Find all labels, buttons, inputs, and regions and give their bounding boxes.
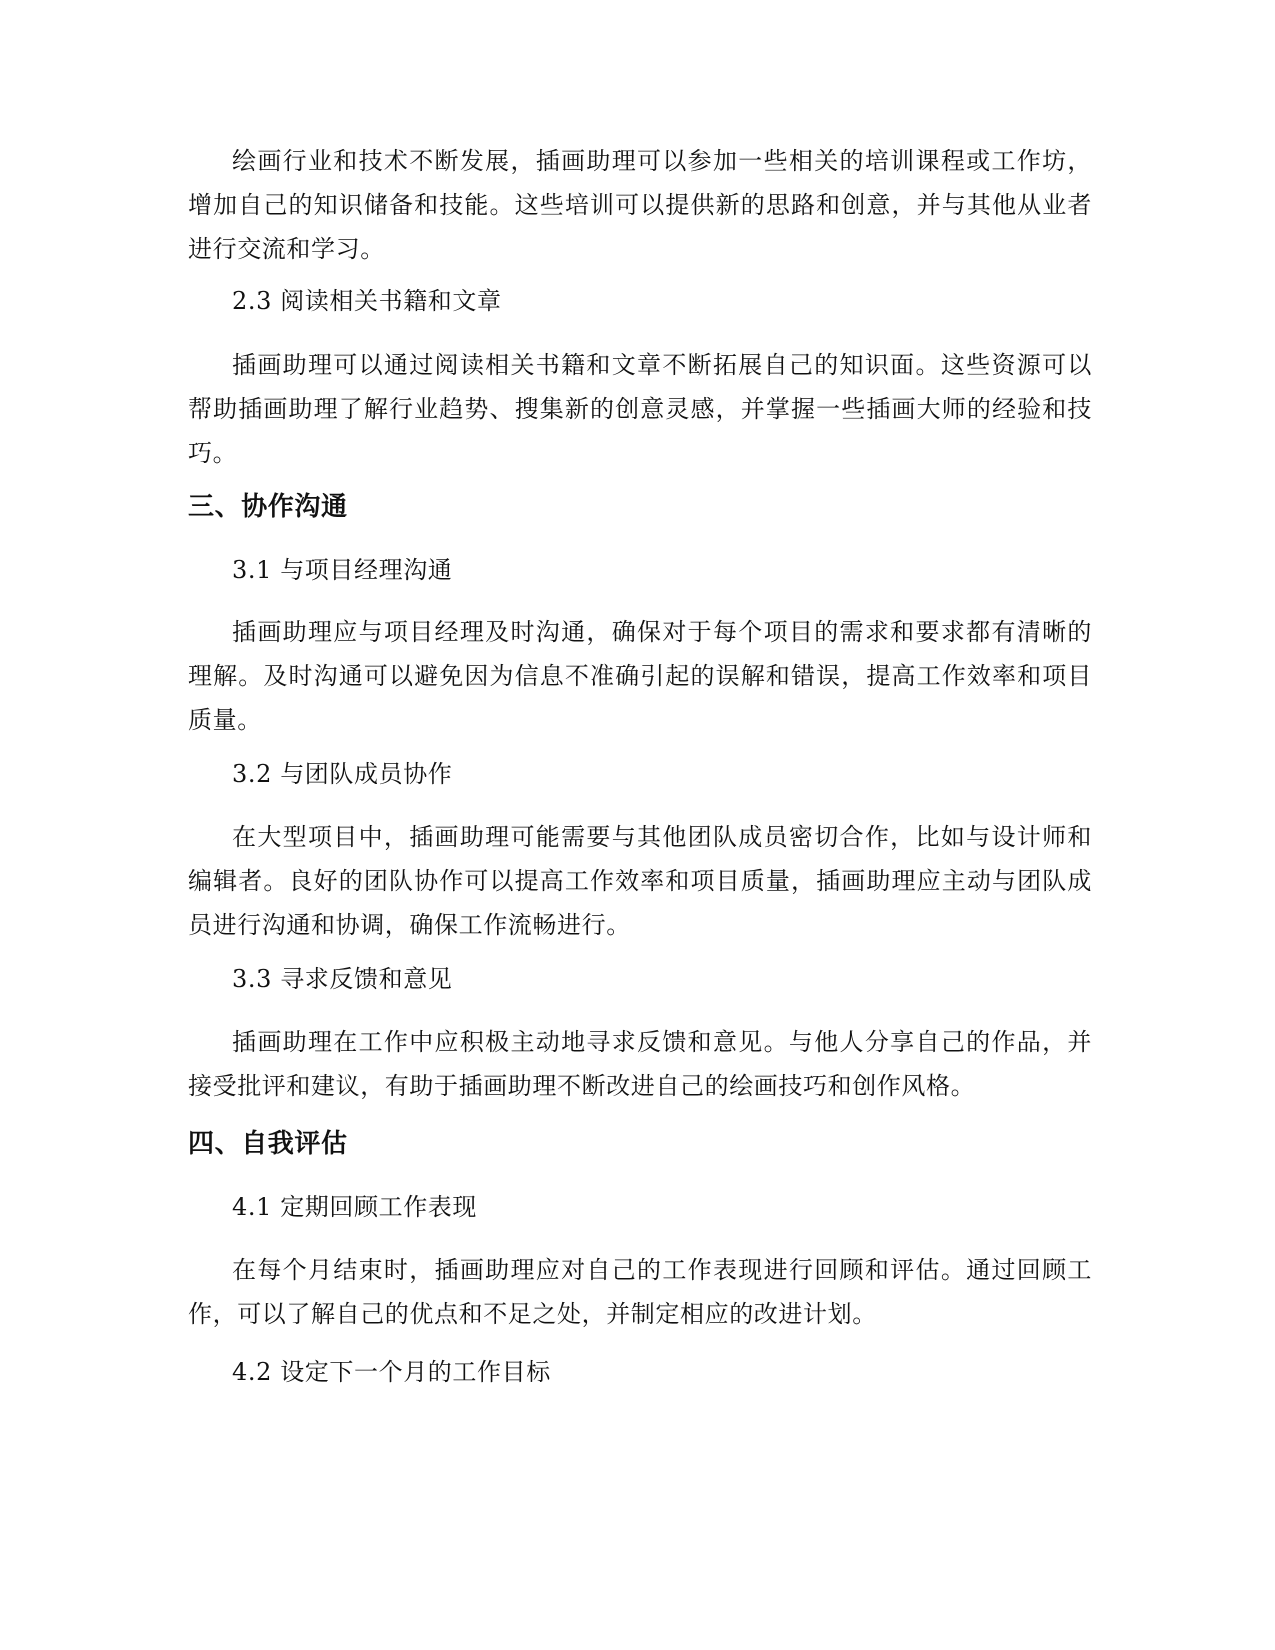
paragraph-reading: 插画助理可以通过阅读相关书籍和文章不断拓展自己的知识面。这些资源可以帮助插画助理了解行业趋势、搜集新的创意灵感，并掌握一些插画大师的经验和技巧。 [188,351,1092,467]
paragraph-project-manager: 插画助理应与项目经理及时沟通，确保对于每个项目的需求和要求都有清晰的理解。及时沟通可以避免因为信息不准确引起的误解和错误，提高工作效率和项目质量。 [188,618,1092,734]
subheading-4-2: 4.2 设定下一个月的工作目标 [232,1358,551,1386]
subheading-3-2: 3.2 与团队成员协作 [232,760,453,788]
subheading-4-1: 4.1 定期回顾工作表现 [232,1193,477,1221]
paragraph-team-collaboration: 在大型项目中，插画助理可能需要与其他团队成员密切合作，比如与设计师和编辑者。良好的团队协作可以提高工作效率和项目质量，插画助理应主动与团队成员进行沟通和协调，确保工作流畅进行。 [188,823,1092,939]
section-heading-collaboration: 三、协作沟通 [188,492,348,522]
paragraph-training: 绘画行业和技术不断发展，插画助理可以参加一些相关的培训课程或工作坊，增加自己的知识储备和技能。这些培训可以提供新的思路和创意，并与其他从业者进行交流和学习。 [188,147,1092,263]
subheading-3-3: 3.3 寻求反馈和意见 [232,965,453,993]
subheading-3-1: 3.1 与项目经理沟通 [232,556,453,584]
subheading-2-3: 2.3 阅读相关书籍和文章 [232,287,502,315]
paragraph-feedback: 插画助理在工作中应积极主动地寻求反馈和意见。与他人分享自己的作品，并接受批评和建议，有助于插画助理不断改进自己的绘画技巧和创作风格。 [188,1028,1092,1100]
section-heading-self-evaluation: 四、自我评估 [188,1129,348,1159]
paragraph-review: 在每个月结束时，插画助理应对自己的工作表现进行回顾和评估。通过回顾工作，可以了解自己的优点和不足之处，并制定相应的改进计划。 [188,1256,1092,1328]
